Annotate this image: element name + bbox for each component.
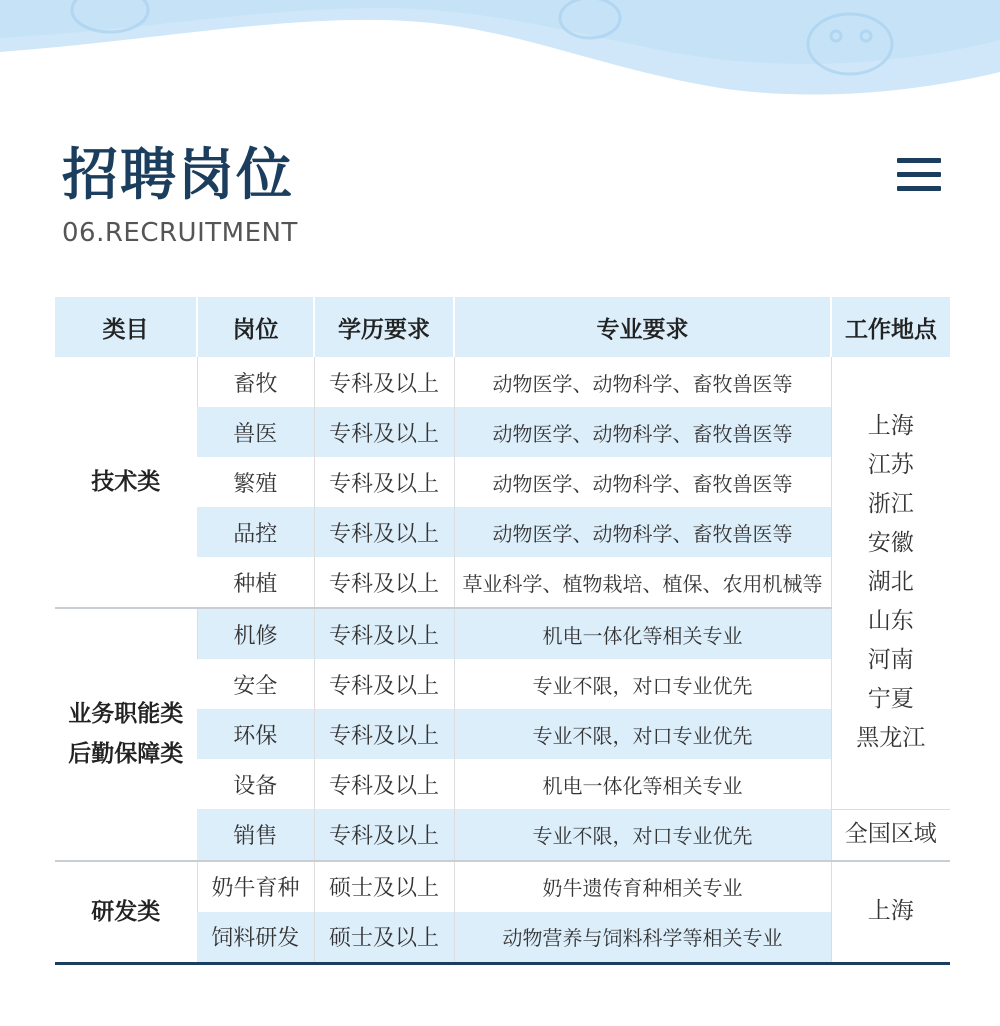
location-name: 宁夏	[867, 686, 914, 713]
position-cell: 销售	[197, 809, 314, 861]
category-cell	[55, 861, 197, 964]
major-cell: 动物医学、动物科学、畜牧兽医等	[454, 507, 831, 557]
major-cell: 专业不限，对口专业优先	[454, 709, 831, 759]
column-header-category: 类目	[55, 297, 197, 357]
major-cell: 奶牛遗传育种相关专业	[454, 861, 831, 912]
position-cell: 奶牛育种	[197, 861, 314, 912]
major-cell: 草业科学、植物栽培、植保、农用机械等	[454, 557, 831, 608]
education-cell: 专科及以上	[314, 507, 454, 557]
major-cell: 动物营养与饲料科学等相关专业	[454, 912, 831, 964]
table-header-row	[55, 297, 950, 357]
major-cell: 动物医学、动物科学、畜牧兽医等	[454, 357, 831, 407]
education-cell: 专科及以上	[314, 709, 454, 759]
education-cell: 专科及以上	[314, 557, 454, 608]
location-name: 江苏	[867, 452, 914, 479]
education-cell: 专科及以上	[314, 357, 454, 407]
table-row	[55, 608, 950, 659]
hamburger-menu-icon[interactable]	[897, 158, 941, 192]
position-cell: 饲料研发	[197, 912, 314, 964]
recruitment-table	[55, 297, 950, 965]
position-cell: 种植	[197, 557, 314, 608]
header-wave-decoration	[0, 0, 1000, 110]
column-header-education: 学历要求	[314, 297, 454, 357]
page-subtitle: 06.RECRUITMENT	[62, 218, 298, 248]
location-name: 上海	[867, 413, 914, 440]
page-title: 招聘岗位	[62, 143, 294, 208]
major-cell: 专业不限，对口专业优先	[454, 659, 831, 709]
table-row	[55, 861, 950, 912]
location-name: 湖北	[867, 569, 914, 596]
category-cell	[55, 357, 197, 608]
major-cell: 机电一体化等相关专业	[454, 759, 831, 809]
location-cell-sales: 全国区域	[831, 809, 950, 861]
category-label: 技术类	[91, 469, 161, 495]
location-name: 安徽	[867, 530, 914, 557]
location-name: 山东	[867, 608, 914, 635]
education-cell: 专科及以上	[314, 759, 454, 809]
major-cell: 专业不限，对口专业优先	[454, 809, 831, 861]
category-label: 后勤保障类	[68, 741, 184, 768]
category-cell	[55, 608, 197, 861]
position-cell: 环保	[197, 709, 314, 759]
category-label: 研发类	[91, 898, 161, 925]
education-cell: 专科及以上	[314, 809, 454, 861]
education-cell: 硕士及以上	[314, 912, 454, 964]
location-name: 浙江	[867, 491, 914, 518]
position-cell: 品控	[197, 507, 314, 557]
major-cell: 动物医学、动物科学、畜牧兽医等	[454, 407, 831, 457]
position-cell: 繁殖	[233, 471, 278, 497]
education-cell: 专科及以上	[314, 608, 454, 659]
position-cell: 机修	[197, 608, 314, 659]
position-cell: 兽医	[197, 407, 314, 457]
education-cell: 专科及以上	[314, 407, 454, 457]
location-name: 黑龙江	[856, 725, 926, 752]
location-cell-main	[831, 357, 950, 809]
location-name: 河南	[867, 647, 914, 674]
major-cell: 机电一体化等相关专业	[454, 608, 831, 659]
major-cell: 动物医学、动物科学、畜牧兽医等	[454, 457, 831, 507]
column-header-location: 工作地点	[831, 297, 950, 357]
column-header-major: 专业要求	[454, 297, 831, 357]
column-header-position: 岗位	[197, 297, 314, 357]
education-cell: 专科及以上	[314, 457, 454, 507]
table-row	[55, 357, 950, 407]
position-cell: 设备	[233, 773, 278, 799]
education-cell: 硕士及以上	[314, 861, 454, 912]
position-cell: 畜牧	[197, 357, 314, 407]
location-cell-rnd: 上海	[831, 861, 950, 964]
category-label: 业务职能类	[68, 701, 184, 728]
position-cell: 安全	[233, 673, 278, 699]
education-cell: 专科及以上	[314, 659, 454, 709]
